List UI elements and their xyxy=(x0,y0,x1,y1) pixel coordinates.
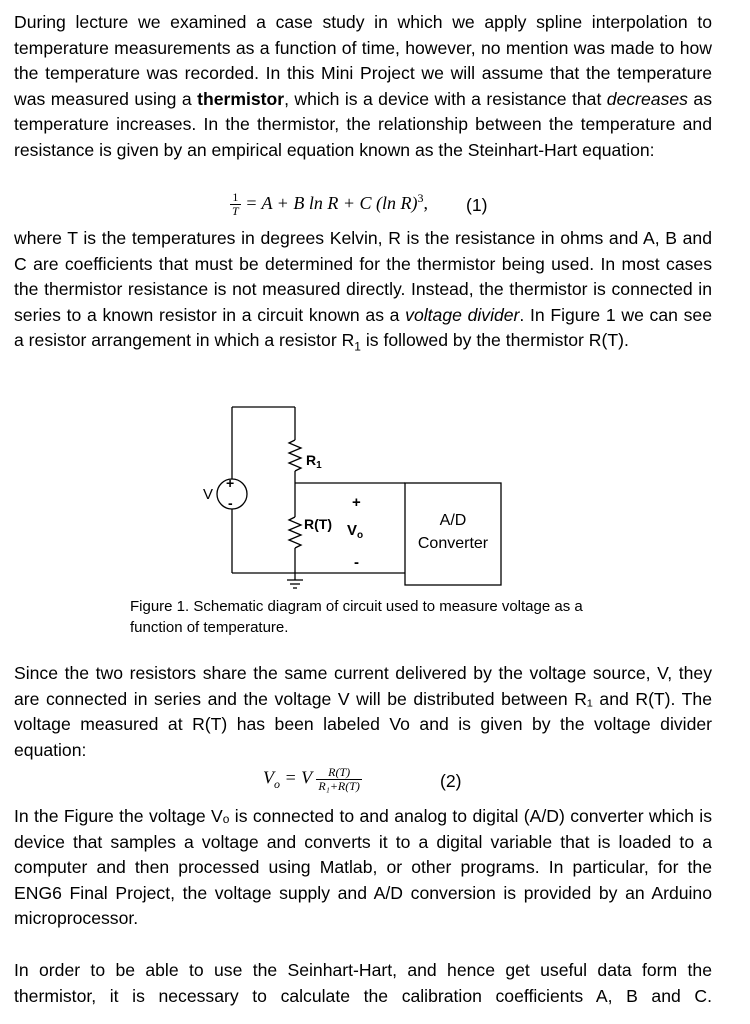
voltage-divider-equation xyxy=(263,766,362,793)
divider-text-1: where T is the temperatures in degrees Kelvin, R is the resistance in ohms and A, B and C are coefficients that must be determined for the thermistor being used. In most cases the thermistor resistance is not measured directly. Instead, the thermistor is connected in series to a known resistor in a circuit known as a xyxy=(14,228,712,325)
equation2-denominator: R₁+R(T) xyxy=(318,779,360,793)
label-output-plus: + xyxy=(352,494,361,511)
equation1-number: (1) xyxy=(466,195,488,215)
equation1-rhs: = A + B ln R + C (ln R) xyxy=(245,193,418,213)
label-vo-sub: o xyxy=(357,530,364,541)
voltage-divider-term: voltage divider xyxy=(405,304,520,325)
equation2-lhs-sub: o xyxy=(274,777,280,792)
label-r1-main: R xyxy=(306,452,317,468)
thermistor-term: thermistor xyxy=(197,88,285,109)
intro-text-2: , which is a device with a resistance that xyxy=(284,88,607,109)
converter-label-line1: A/D xyxy=(439,512,467,529)
label-r1 xyxy=(306,452,322,471)
intro-text-3: as temperature increases. In the thermistor, the relationship between the temperature and resistance is given by an empirical equation known as the Steinhart-Hart equation: xyxy=(14,88,712,160)
paragraph-voltage-divider xyxy=(14,226,712,360)
resistor-r1-symbol xyxy=(289,440,301,471)
equation1-numerator: 1 xyxy=(230,191,241,205)
equation2-fraction xyxy=(316,766,362,793)
converter-label-line2: Converter xyxy=(417,535,489,552)
paragraph-series: Since the two resistors share the same current delivered by the voltage source, V, they are connected in series and the voltage V will be distributed between R₁ and R(T). The voltage measured at R(T) has been labeled Vo and is given by the voltage divider equation: xyxy=(14,663,712,760)
label-v: V xyxy=(203,486,214,503)
equation1-exponent: 3 xyxy=(417,191,424,205)
intro-text-1: During lecture we examined a case study in which we apply spline interpolation to temperature measurements as a function of time, however, no mention was made to how the temperature was recorded. In this Mini Project we will assume that the temperature was measured using a xyxy=(14,12,712,109)
steinhart-hart-equation xyxy=(230,191,428,218)
paragraph-calibration: In order to be able to use the Seinhart-Hart, and hence get useful data form the thermistor, it is necessary to calculate the calibration coefficients A, B and C. xyxy=(14,960,712,1006)
equation2-lhs: V xyxy=(263,767,274,788)
thermistor-symbol xyxy=(289,517,301,548)
ad-converter-box xyxy=(405,483,501,585)
label-source-minus: - xyxy=(228,495,233,511)
label-vo-main: V xyxy=(347,522,358,539)
equation1-denominator: T xyxy=(232,204,239,219)
equation2-number: (2) xyxy=(440,771,462,791)
divider-text-3: is followed by the thermistor R(T). xyxy=(360,330,629,351)
label-rt: R(T) xyxy=(304,516,332,532)
equation1-fraction xyxy=(230,191,241,218)
label-source-plus: + xyxy=(226,475,235,491)
circuit-schematic xyxy=(180,395,520,595)
r1-subscript: 1 xyxy=(354,339,361,354)
equation2-eq: = V xyxy=(284,767,312,788)
decreases-term: decreases xyxy=(606,88,688,109)
paragraph-converter: In the Figure the voltage Vₒ is connected to and analog to digital (A/D) converter which is device that samples a voltage and converts it to a digital variable that is loaded to a computer and then processed using Matlab, or other programs. In particular, for the ENG6 Final Project, the voltage supply and A/D conversion is provided by an Arduino microprocessor. xyxy=(14,806,712,929)
label-r1-sub: 1 xyxy=(316,460,322,471)
figure-caption: Figure 1. Schematic diagram of circuit used to measure voltage as a function of temperature. xyxy=(130,598,583,636)
divider-text-2: . In Figure 1 we can see a resistor arrangement in which a resistor R xyxy=(14,304,712,351)
label-output-minus: - xyxy=(354,554,359,571)
label-vo xyxy=(347,522,363,541)
paragraph-intro xyxy=(14,10,712,164)
equation2-numerator: R(T) xyxy=(316,766,362,780)
equation1-comma: , xyxy=(423,193,428,213)
